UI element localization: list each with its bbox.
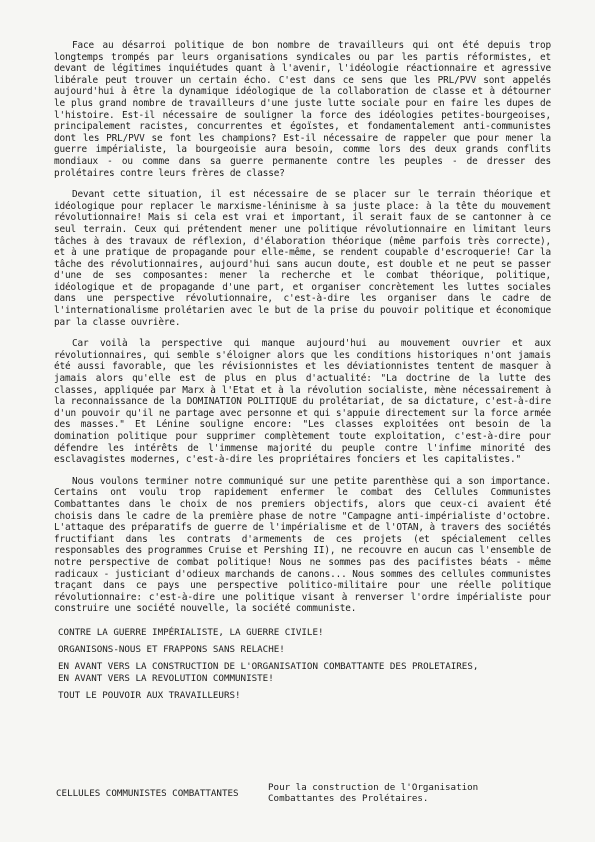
- signature-organization: CELLULES COMMUNISTES COMBATTANTES: [56, 788, 239, 799]
- slogan-3: EN AVANT VERS LA CONSTRUCTION DE L'ORGANISATION COMBATTANTE DES PROLETAIRES,: [58, 661, 479, 673]
- slogan-5: TOUT LE POUVOIR AUX TRAVAILLEURS!: [58, 689, 241, 701]
- document-body: [54, 40, 551, 615]
- slogan-1: CONTRE LA GUERRE IMPÉRIALISTE, LA GUERRE CIVILE!: [58, 626, 324, 638]
- slogan-group-3: [58, 661, 551, 683]
- paragraph-3: Car voilà la perspective qui manque aujourd'hui au mouvement ouvrier et aux révolutionnaires, qui semble s'éloigner alors que les conditions historiques n'ont jamais été aussi favorable, que les révisionnistes et les déviationnistes tentent de masquer à jamais alors qu'elle est de plus en plus d'actualité: "La doctrine de la lutte des classes, appliquée par Marx à l'Etat et à la révolution socialiste, mène nécessairement à la reconnaissance de la DOMINATION POLITIQUE du prolétariat, de sa dictature, c'est-à-dire d'un pouvoir qu'il ne partage avec personne et qui s'appuie directement sur la force armée des masses." Et Lénine souligne encore: "Les classes exploitées ont besoin de la domination politique pour supprimer complètement toute exploitation, c'est-à-dire pour défendre les intérêts de l'immense majorité du peuple contre l'infime minorité des esclavagistes modernes, c'est-à-dire les propriétaires fonciers et les capitalistes.": [54, 338, 551, 466]
- slogan-2: ORGANISONS-NOUS ET FRAPPONS SANS RELACHE!: [58, 644, 285, 656]
- paragraph-2: Devant cette situation, il est nécessaire de se placer sur le terrain théorique et idéologique pour replacer le marxisme-léninisme à sa juste place: à la tête du mouvement révolutionnaire! Mais si cela est vrai et important, il serait faux de se cantonner à ce seul terrain. Ceux qui prétendent mener une politique révolutionnaire en limitant leurs tâches à des travaux de réflexion, d'élaboration théorique (même parfois très correcte), et à une pratique de propagande pour elle-même, se rendent coupable d'escroquerie! Car la tâche des révolutionnaires, aujourd'hui sans aucun doute, est double et ne peut se passer d'une de ses composantes: mener la recherche et le combat théorique, politique, idéologique et de propagande d'une part, et organiser concrètement les luttes sociales dans une perspective révolutionnaire, c'est-à-dire les organiser dans le cadre de l'internationalisme prolétarien avec le but de la prise du pouvoir politique et économique par la classe ouvrière.: [54, 189, 551, 328]
- paragraph-4: Nous voulons terminer notre communiqué sur une petite parenthèse qui a son importance. Certains ont voulu trop rapidement enfermer le combat des Cellules Communistes Combattantes dans le choix de nos premiers objectifs, alors que ceux-ci avaient été choisis dans le cadre de la première phase de notre "Campagne anti-impérialiste d'octobre. L'attaque des préparatifs de guerre de l'impérialisme et de l'OTAN, à travers des sociétés fructifiant dans les contrats d'armements de ces projets (et spécialement celles responsables des programmes Cruise et Pershing II), ne recouvre en aucun cas l'ensemble de notre perspective de combat politique! Nous ne sommes pas des pacifistes béats - même radicaux - justiciant d'odieux marchands de canons... Nous sommes des cellules communistes traçant dans ce pays une perspective politico-militaire pour une réelle politique révolutionnaire: c'est-à-dire une politique visant à renverser l'ordre impérialiste pour construire une société nouvelle, la société communiste.: [54, 475, 551, 615]
- slogan-4: EN AVANT VERS LA REVOLUTION COMMUNISTE!: [58, 672, 274, 684]
- signature-tagline-line-2: Combattantes des Prolétaires.: [268, 792, 429, 804]
- signature-tagline: [268, 783, 508, 804]
- slogan-list: [54, 627, 551, 701]
- signature-tagline-line-1: Pour la construction de l'Organisation: [268, 782, 479, 793]
- paragraph-1: Face au désarroi politique de bon nombre de travailleurs qui ont été depuis trop longtemps trompés par leurs organisations syndicales ou par les partis réformistes, et devant de légitimes inquiétudes quant à l'avenir, l'idéologie réactionnaire et agressive libérale peut trouver un certain écho. C'est dans ce sens que les PRL/PVV sont appelés aujourd'hui à être la dynamique idéologique de la collaboration de classe et à détourner le plus grand nombre de travailleurs d'une juste lutte sociale pour en faire les dupes de l'histoire. Est-il nécessaire de souligner la force des idéologies petites-bourgeoises, principalement racistes, concurrentes et égoïstes, et fondamentalement anti-communistes dont les PRL/PVV se font les champions? Est-il nécessaire de rappeler que pour mener la guerre impérialiste, la bourgeoisie aura besoin, comme lors des deux grands conflits mondiaux - ou comme dans sa guerre permanente contre les peuples - de dresser des prolétaires contre leurs frères de classe?: [54, 40, 551, 179]
